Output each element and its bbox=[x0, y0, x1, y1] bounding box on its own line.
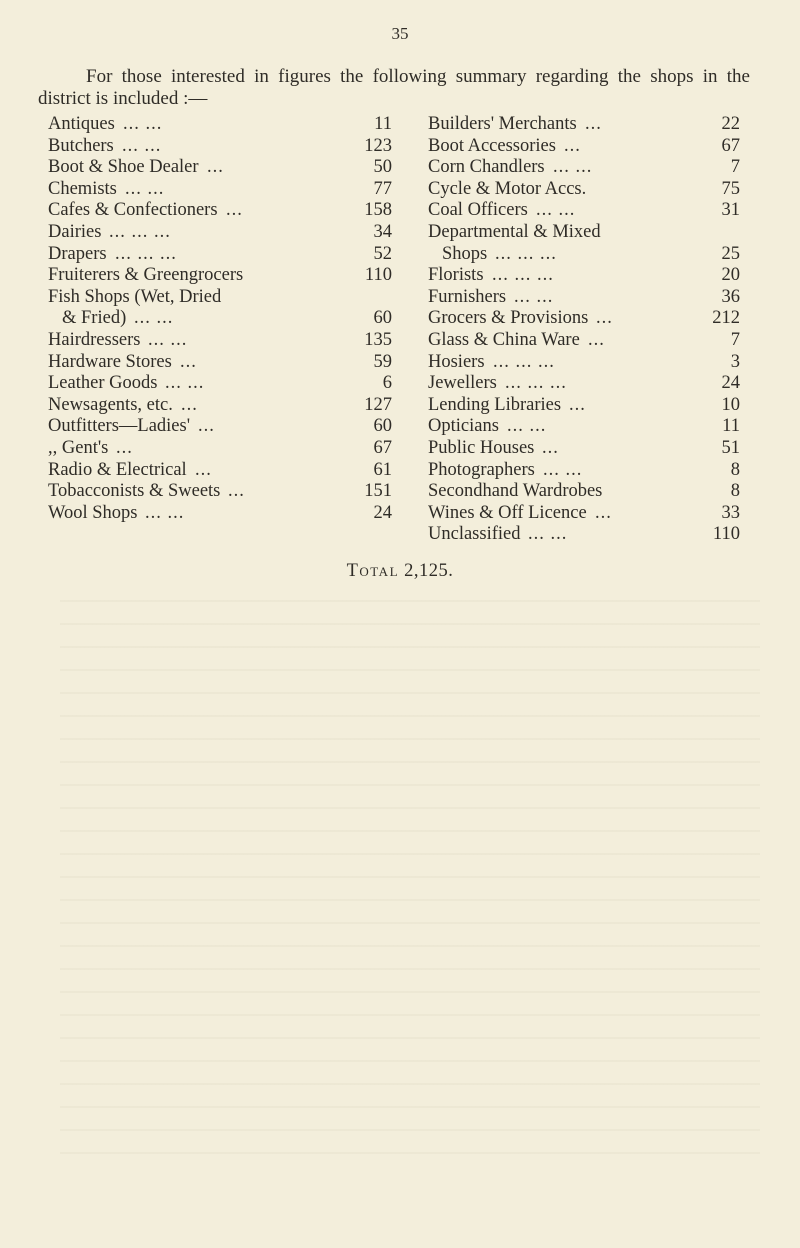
shop-row bbox=[48, 308, 392, 330]
shop-row bbox=[48, 222, 392, 244]
shop-row bbox=[48, 373, 392, 395]
shop-count: 60 bbox=[373, 416, 392, 437]
leader-dots: ... bbox=[585, 114, 602, 134]
leader-dots: ... ... bbox=[514, 286, 554, 307]
leader-dots: ... ... ... bbox=[109, 221, 171, 242]
leader-dots: ... ... bbox=[148, 329, 188, 350]
shop-row bbox=[428, 481, 740, 503]
shop-row bbox=[428, 287, 740, 309]
shop-count: 59 bbox=[373, 351, 392, 372]
shop-type-label: Cafes & Confectioners bbox=[48, 200, 218, 221]
shop-count: 33 bbox=[721, 502, 740, 523]
shop-count: 11 bbox=[722, 416, 740, 437]
shop-type-label: Grocers & Provisions bbox=[428, 308, 589, 329]
shop-count: 61 bbox=[373, 459, 392, 480]
leader-dots: ... ... ... bbox=[493, 351, 555, 372]
shop-type-label: Butchers bbox=[48, 135, 114, 156]
shop-count: 67 bbox=[721, 135, 740, 156]
shop-row bbox=[428, 179, 740, 201]
shop-type-label: Opticians bbox=[428, 416, 499, 437]
page-number: 35 bbox=[391, 24, 409, 43]
shop-type-label: Drapers bbox=[48, 243, 107, 264]
leader-dots: ... bbox=[564, 135, 581, 156]
shop-row bbox=[428, 330, 740, 352]
shop-count: 110 bbox=[712, 524, 740, 545]
shop-type-label: ,, Gent's bbox=[48, 437, 109, 458]
intro-paragraph: For those interested in figures the following summary regarding the shops in the district is included :— bbox=[38, 66, 750, 109]
shop-row bbox=[428, 114, 740, 136]
shop-count: 52 bbox=[373, 243, 392, 264]
leader-dots: ... bbox=[228, 481, 245, 502]
shop-count: 123 bbox=[364, 135, 392, 156]
shop-count: 20 bbox=[721, 265, 740, 286]
shop-list-left bbox=[48, 114, 392, 524]
shop-row bbox=[428, 200, 740, 222]
shop-count: 158 bbox=[364, 200, 392, 221]
shop-count: 11 bbox=[374, 114, 392, 134]
shop-type-label: Wool Shops bbox=[48, 502, 138, 523]
shop-type-label: Boot & Shoe Dealer bbox=[48, 157, 199, 178]
shop-type-label: Public Houses bbox=[428, 437, 535, 458]
leader-dots: ... bbox=[596, 308, 613, 329]
shop-type-label: Glass & China Ware bbox=[428, 329, 580, 350]
shop-row bbox=[48, 136, 392, 158]
shop-row bbox=[48, 287, 392, 309]
shop-count: 50 bbox=[373, 157, 392, 178]
leader-dots: ... ... bbox=[125, 178, 165, 199]
shop-count: 212 bbox=[712, 308, 740, 329]
shop-row bbox=[48, 330, 392, 352]
shop-count: 51 bbox=[721, 437, 740, 458]
shop-row bbox=[428, 460, 740, 482]
shop-type-label: Shops bbox=[442, 243, 488, 264]
shop-count: 24 bbox=[373, 502, 392, 523]
leader-dots: ... bbox=[198, 416, 215, 437]
shop-type-label: & Fried) bbox=[62, 308, 127, 329]
shop-type-label: Florists bbox=[428, 265, 484, 286]
shop-count: 60 bbox=[373, 308, 392, 329]
shop-type-label: Antiques bbox=[48, 114, 115, 134]
shop-count: 10 bbox=[721, 394, 740, 415]
shop-type-label: Tobacconists & Sweets bbox=[48, 481, 221, 502]
shop-row bbox=[48, 244, 392, 266]
shop-type-label: Radio & Electrical bbox=[48, 459, 187, 480]
leader-dots: ... ... bbox=[165, 373, 205, 394]
shop-type-label: Lending Libraries bbox=[428, 394, 562, 415]
shop-row bbox=[428, 524, 740, 546]
shop-type-label: Unclassified bbox=[428, 524, 521, 545]
shop-row bbox=[428, 373, 740, 395]
shop-type-label: Chemists bbox=[48, 178, 117, 199]
shop-type-label: Builders' Merchants bbox=[428, 114, 577, 134]
shop-list-right bbox=[428, 114, 740, 546]
shop-type-label: Secondhand Wardrobes bbox=[428, 481, 603, 502]
shop-count: 135 bbox=[364, 329, 392, 350]
shop-row bbox=[428, 244, 740, 266]
shop-row bbox=[428, 265, 740, 287]
shop-row bbox=[48, 503, 392, 525]
leader-dots: ... bbox=[226, 200, 243, 221]
shop-row bbox=[428, 503, 740, 525]
shop-row bbox=[428, 352, 740, 374]
shop-type-label: Outfitters—Ladies' bbox=[48, 416, 191, 437]
leader-dots: ... bbox=[595, 502, 612, 523]
shop-row bbox=[428, 222, 740, 244]
leader-dots: ... ... bbox=[123, 114, 163, 134]
shop-type-label: Photographers bbox=[428, 459, 535, 480]
shop-type-label: Corn Chandlers bbox=[428, 157, 545, 178]
leader-dots: ... bbox=[588, 329, 605, 350]
leader-dots: ... ... bbox=[122, 135, 162, 156]
shop-type-label: Fish Shops (Wet, Dried bbox=[48, 286, 222, 307]
shop-row bbox=[48, 200, 392, 222]
shop-row bbox=[428, 438, 740, 460]
shop-count: 22 bbox=[721, 114, 740, 134]
leader-dots: ... ... bbox=[134, 308, 174, 329]
shop-row bbox=[48, 157, 392, 179]
shop-row bbox=[48, 416, 392, 438]
shop-type-label: Fruiterers & Greengrocers bbox=[48, 265, 244, 286]
shop-type-label: Hardware Stores bbox=[48, 351, 172, 372]
shop-type-label: Furnishers bbox=[428, 286, 507, 307]
shop-count: 75 bbox=[721, 178, 740, 199]
leader-dots: ... bbox=[180, 351, 197, 372]
shop-count: 110 bbox=[364, 265, 392, 286]
shop-type-label: Hairdressers bbox=[48, 329, 141, 350]
total-label: Total bbox=[346, 561, 400, 581]
leader-dots: ... bbox=[195, 459, 212, 480]
shop-row bbox=[48, 265, 392, 287]
leader-dots: ... ... ... bbox=[115, 243, 177, 264]
shop-type-label: Boot Accessories bbox=[428, 135, 556, 156]
shop-type-label: Dairies bbox=[48, 221, 102, 242]
shop-type-label: Coal Officers bbox=[428, 200, 528, 221]
shop-count: 31 bbox=[721, 200, 740, 221]
shop-row bbox=[48, 395, 392, 417]
shop-type-label: Departmental & Mixed bbox=[428, 221, 601, 242]
total-value: 2,125. bbox=[404, 561, 454, 581]
shop-type-label: Hosiers bbox=[428, 351, 485, 372]
shop-row bbox=[48, 179, 392, 201]
shop-count: 8 bbox=[730, 459, 740, 480]
shop-count: 3 bbox=[730, 351, 740, 372]
total-line bbox=[0, 561, 800, 582]
shop-count: 7 bbox=[730, 329, 740, 350]
shop-type-label: Newsagents, etc. bbox=[48, 394, 173, 415]
leader-dots: ... ... bbox=[507, 416, 547, 437]
shop-row bbox=[428, 395, 740, 417]
shop-count: 67 bbox=[373, 437, 392, 458]
shop-row bbox=[48, 352, 392, 374]
leader-dots: ... ... ... bbox=[495, 243, 557, 264]
leader-dots: ... bbox=[116, 437, 133, 458]
shop-row bbox=[48, 114, 392, 136]
shop-count: 151 bbox=[364, 481, 392, 502]
shop-count: 24 bbox=[721, 373, 740, 394]
shop-type-label: Leather Goods bbox=[48, 373, 158, 394]
shop-row bbox=[48, 460, 392, 482]
shop-type-label: Cycle & Motor Accs. bbox=[428, 178, 587, 199]
shop-count: 77 bbox=[373, 178, 392, 199]
leader-dots: ... ... bbox=[543, 459, 583, 480]
shop-type-label: Jewellers bbox=[428, 373, 497, 394]
shop-count: 34 bbox=[373, 221, 392, 242]
shop-count: 127 bbox=[364, 394, 392, 415]
leader-dots: ... bbox=[181, 394, 198, 415]
paper-texture bbox=[60, 600, 760, 1160]
shop-count: 8 bbox=[730, 481, 740, 502]
shop-row bbox=[428, 157, 740, 179]
leader-dots: ... bbox=[542, 437, 559, 458]
leader-dots: ... ... ... bbox=[505, 373, 567, 394]
shop-row bbox=[428, 136, 740, 158]
shop-count: 25 bbox=[721, 243, 740, 264]
leader-dots: ... ... bbox=[536, 200, 576, 221]
leader-dots: ... bbox=[569, 394, 586, 415]
leader-dots: ... bbox=[207, 157, 224, 178]
leader-dots: ... ... bbox=[145, 502, 185, 523]
shop-type-label: Wines & Off Licence bbox=[428, 502, 587, 523]
leader-dots: ... ... ... bbox=[492, 265, 554, 286]
shop-row bbox=[48, 481, 392, 503]
leader-dots: ... ... bbox=[528, 524, 568, 545]
shop-count: 7 bbox=[730, 157, 740, 178]
shop-row bbox=[428, 308, 740, 330]
shop-count: 36 bbox=[721, 286, 740, 307]
leader-dots: ... ... bbox=[553, 157, 593, 178]
shop-row bbox=[48, 438, 392, 460]
shop-row bbox=[428, 416, 740, 438]
shop-count: 6 bbox=[382, 373, 392, 394]
